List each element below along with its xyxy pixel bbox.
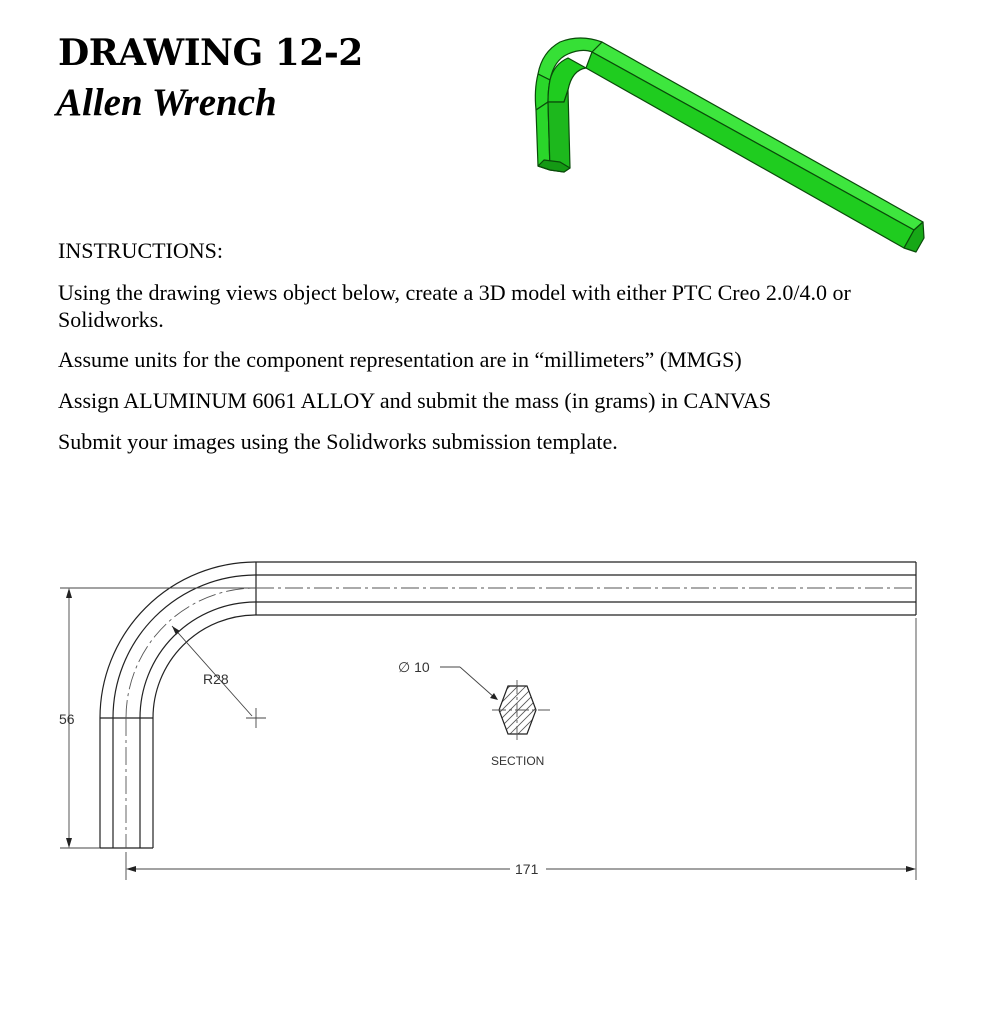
drawing-title: DRAWING 12-2 [58, 32, 363, 74]
instruction-paragraph: Using the drawing views object below, create a 3D model with either PTC Creo 2.0/4.0 or Solidworks. [58, 280, 851, 332]
diameter-dimension: ∅ 10 [398, 659, 430, 675]
technical-drawing [0, 540, 984, 900]
instruction-paragraph: Assume units for the component representation are in “millimeters” (MMGS) [58, 347, 742, 372]
height-dimension: 56 [59, 711, 75, 727]
section-label: SECTION [491, 754, 545, 768]
drawing-subtitle: Allen Wrench [56, 81, 277, 124]
height-arrow-bottom [66, 838, 72, 848]
length-dimension: 171 [515, 861, 539, 877]
model-long-arm-side-face [586, 52, 914, 248]
model-short-leg-side [548, 90, 570, 172]
length-arrow-right [906, 866, 916, 872]
diameter-leader [460, 667, 495, 698]
length-arrow-left [126, 866, 136, 872]
model-long-arm-top-face [592, 42, 923, 230]
allen-wrench-3d-model [520, 30, 940, 260]
instructions-heading: INSTRUCTIONS: [58, 238, 224, 263]
height-arrow-top [66, 588, 72, 598]
radius-dimension: R28 [203, 671, 229, 687]
instruction-paragraph: Assign ALUMINUM 6061 ALLOY and submit the mass (in grams) in CANVAS [58, 388, 772, 413]
section-view [456, 680, 572, 740]
instruction-paragraph: Submit your images using the Solidworks submission template. [58, 429, 618, 454]
